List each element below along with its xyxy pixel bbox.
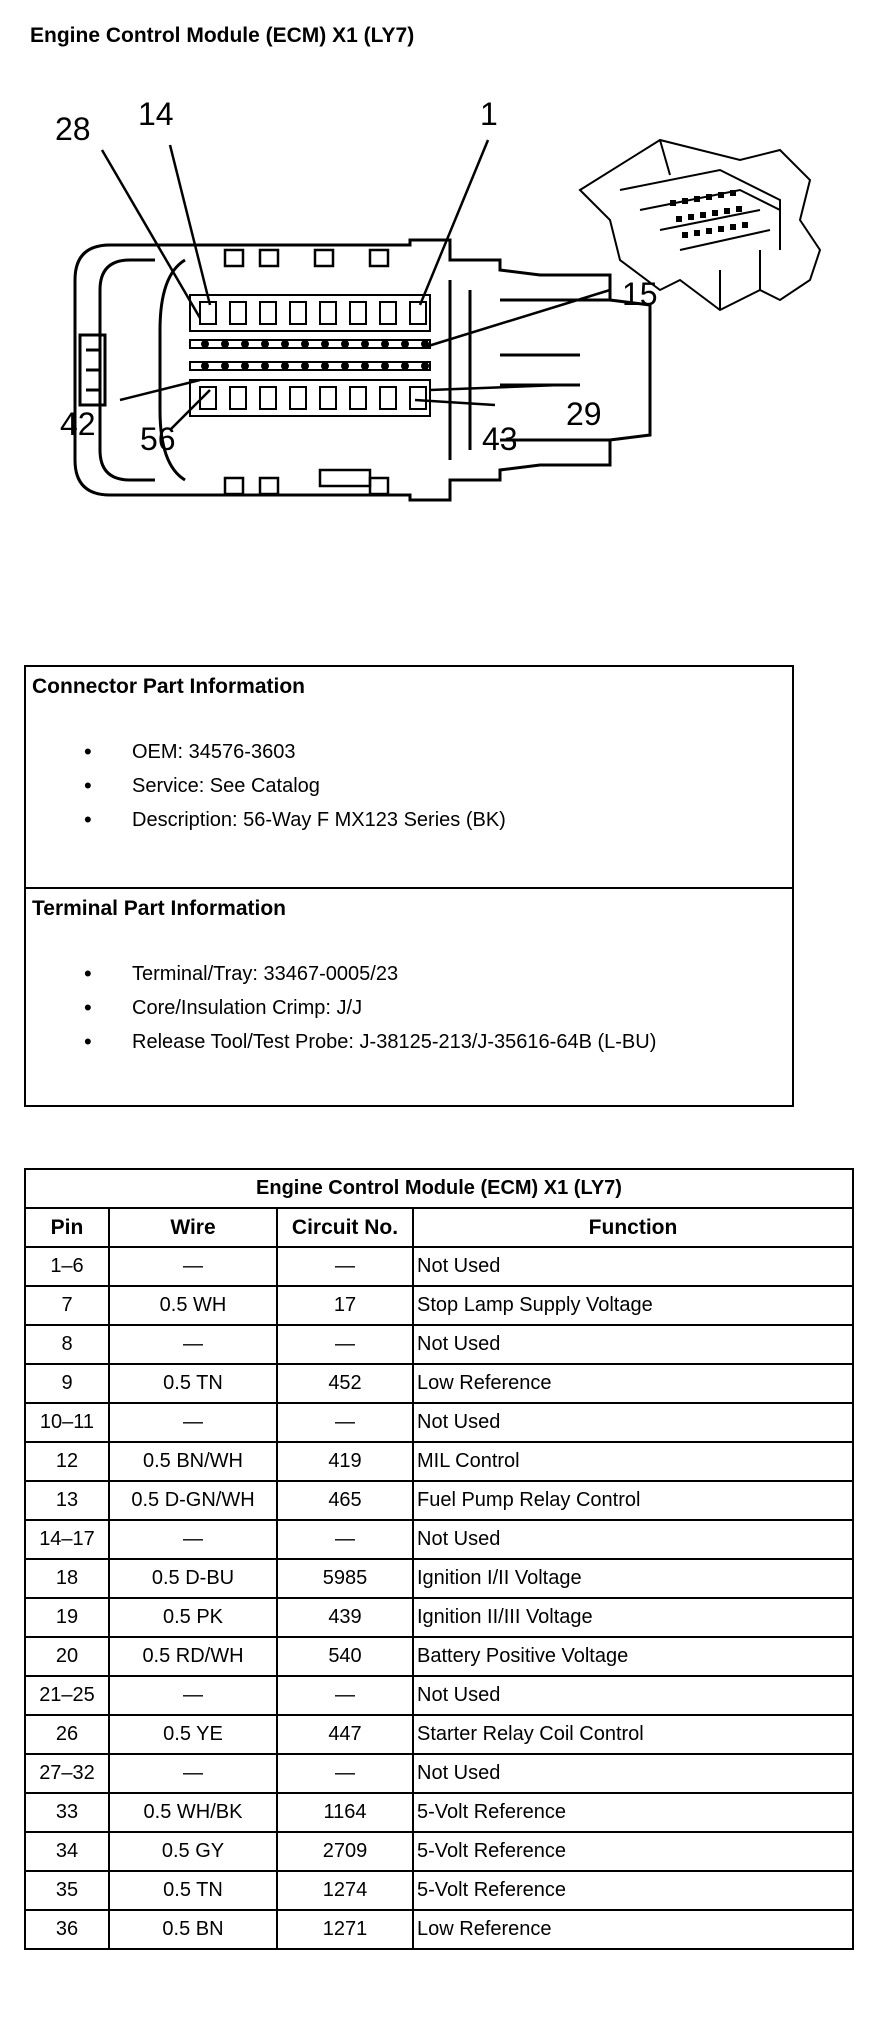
page-title: Engine Control Module (ECM) X1 (LY7) <box>30 24 415 47</box>
cell-pin: 33 <box>25 1793 109 1832</box>
cell-function: Not Used <box>413 1676 853 1715</box>
cell-function: Starter Relay Coil Control <box>413 1715 853 1754</box>
table-row <box>25 1325 853 1364</box>
terminal-part-item: • Core/Insulation Crimp: J/J <box>26 991 792 1025</box>
cell-wire: 0.5 WH/BK <box>109 1793 277 1832</box>
cell-pin: 26 <box>25 1715 109 1754</box>
cell-circuit: 1271 <box>277 1910 413 1949</box>
table-body <box>25 1247 853 1949</box>
table-row <box>25 1559 853 1598</box>
col-header-pin: Pin <box>25 1208 109 1247</box>
table-header-row <box>25 1208 853 1247</box>
cell-wire: 0.5 YE <box>109 1715 277 1754</box>
table-row <box>25 1715 853 1754</box>
pin-cavity-row-top <box>190 295 430 331</box>
cell-pin: 27–32 <box>25 1754 109 1793</box>
cell-circuit: 5985 <box>277 1559 413 1598</box>
terminal-part-information <box>24 887 794 1107</box>
connector-isometric-illustration <box>580 140 820 310</box>
cell-circuit: 1274 <box>277 1871 413 1910</box>
cell-wire: — <box>109 1520 277 1559</box>
cell-wire: 0.5 D-GN/WH <box>109 1481 277 1520</box>
cell-pin: 19 <box>25 1598 109 1637</box>
table-row <box>25 1481 853 1520</box>
cell-wire: 0.5 BN <box>109 1910 277 1949</box>
pin-label-29: 29 <box>566 396 602 432</box>
table-row <box>25 1247 853 1286</box>
connector-part-item: • OEM: 34576-3603 <box>26 735 792 769</box>
cell-circuit: 1164 <box>277 1793 413 1832</box>
cell-wire: 0.5 RD/WH <box>109 1637 277 1676</box>
connector-part-information <box>24 665 794 887</box>
table-row <box>25 1910 853 1949</box>
pin-label-15: 15 <box>622 276 658 312</box>
cell-circuit: 465 <box>277 1481 413 1520</box>
cell-circuit: 439 <box>277 1598 413 1637</box>
cell-function: Ignition II/III Voltage <box>413 1598 853 1637</box>
cell-pin: 21–25 <box>25 1676 109 1715</box>
table-caption-row <box>25 1169 853 1208</box>
cell-wire: — <box>109 1325 277 1364</box>
col-header-circuit: Circuit No. <box>277 1208 413 1247</box>
pin-label-1: 1 <box>480 100 498 132</box>
cell-circuit: — <box>277 1754 413 1793</box>
pin-label-42: 42 <box>60 406 96 442</box>
col-header-wire: Wire <box>109 1208 277 1247</box>
terminal-part-item: • Release Tool/Test Probe: J-38125-213/J-35616-64B (L-BU) <box>26 1025 792 1059</box>
cell-circuit: 17 <box>277 1286 413 1325</box>
cell-wire: 0.5 D-BU <box>109 1559 277 1598</box>
cell-circuit: — <box>277 1403 413 1442</box>
cell-pin: 20 <box>25 1637 109 1676</box>
cell-wire: 0.5 PK <box>109 1598 277 1637</box>
table-row <box>25 1442 853 1481</box>
cell-pin: 35 <box>25 1871 109 1910</box>
cell-wire: — <box>109 1754 277 1793</box>
cell-function: Not Used <box>413 1325 853 1364</box>
connector-part-list <box>26 735 792 837</box>
cell-function: Not Used <box>413 1403 853 1442</box>
cell-wire: — <box>109 1676 277 1715</box>
table-row <box>25 1520 853 1559</box>
table-caption: Engine Control Module (ECM) X1 (LY7) <box>25 1169 853 1208</box>
cell-function: Not Used <box>413 1754 853 1793</box>
cell-function: Stop Lamp Supply Voltage <box>413 1286 853 1325</box>
cell-wire: 0.5 BN/WH <box>109 1442 277 1481</box>
cell-function: MIL Control <box>413 1442 853 1481</box>
cell-function: 5-Volt Reference <box>413 1793 853 1832</box>
cell-pin: 8 <box>25 1325 109 1364</box>
cell-wire: 0.5 GY <box>109 1832 277 1871</box>
cell-function: Fuel Pump Relay Control <box>413 1481 853 1520</box>
pin-cavity-row-middle <box>190 340 430 370</box>
cell-function: Battery Positive Voltage <box>413 1637 853 1676</box>
table-row <box>25 1832 853 1871</box>
cell-pin: 36 <box>25 1910 109 1949</box>
cell-circuit: — <box>277 1676 413 1715</box>
cell-pin: 14–17 <box>25 1520 109 1559</box>
cell-wire: 0.5 TN <box>109 1364 277 1403</box>
table-row <box>25 1598 853 1637</box>
cell-pin: 12 <box>25 1442 109 1481</box>
cell-function: 5-Volt Reference <box>413 1871 853 1910</box>
table-row <box>25 1793 853 1832</box>
terminal-part-item: • Terminal/Tray: 33467-0005/23 <box>26 957 792 991</box>
cell-circuit: 447 <box>277 1715 413 1754</box>
cell-function: Not Used <box>413 1520 853 1559</box>
table-row <box>25 1637 853 1676</box>
connector-part-item: • Service: See Catalog <box>26 769 792 803</box>
cell-circuit: 452 <box>277 1364 413 1403</box>
connector-diagram <box>20 100 860 620</box>
cell-pin: 7 <box>25 1286 109 1325</box>
terminal-part-list <box>26 957 792 1059</box>
cell-circuit: 2709 <box>277 1832 413 1871</box>
pin-label-14: 14 <box>138 100 174 132</box>
pin-cavity-row-bottom <box>190 380 430 416</box>
pinout-table <box>24 1168 854 1950</box>
cell-wire: — <box>109 1247 277 1286</box>
cell-pin: 18 <box>25 1559 109 1598</box>
cell-circuit: 540 <box>277 1637 413 1676</box>
cell-wire: 0.5 TN <box>109 1871 277 1910</box>
table-row <box>25 1403 853 1442</box>
pin-label-56: 56 <box>140 421 176 457</box>
cell-circuit: — <box>277 1325 413 1364</box>
cell-function: Low Reference <box>413 1364 853 1403</box>
pin-label-43: 43 <box>482 421 518 457</box>
cell-circuit: 419 <box>277 1442 413 1481</box>
cell-circuit: — <box>277 1247 413 1286</box>
table-row <box>25 1286 853 1325</box>
cell-pin: 9 <box>25 1364 109 1403</box>
table-row <box>25 1676 853 1715</box>
top-latch-tabs <box>225 250 388 494</box>
cell-wire: — <box>109 1403 277 1442</box>
cell-pin: 1–6 <box>25 1247 109 1286</box>
table-row <box>25 1364 853 1403</box>
col-header-function: Function <box>413 1208 853 1247</box>
cell-function: Low Reference <box>413 1910 853 1949</box>
cell-function: 5-Volt Reference <box>413 1832 853 1871</box>
table-row <box>25 1871 853 1910</box>
pin-label-28: 28 <box>55 111 91 147</box>
cell-wire: 0.5 WH <box>109 1286 277 1325</box>
cell-pin: 13 <box>25 1481 109 1520</box>
table-row <box>25 1754 853 1793</box>
terminal-part-heading: Terminal Part Information <box>32 897 286 920</box>
cell-pin: 34 <box>25 1832 109 1871</box>
cell-pin: 10–11 <box>25 1403 109 1442</box>
connector-part-heading: Connector Part Information <box>32 675 306 698</box>
connector-part-item: • Description: 56-Way F MX123 Series (BK) <box>26 803 792 837</box>
cell-function: Not Used <box>413 1247 853 1286</box>
cell-function: Ignition I/II Voltage <box>413 1559 853 1598</box>
cell-circuit: — <box>277 1520 413 1559</box>
